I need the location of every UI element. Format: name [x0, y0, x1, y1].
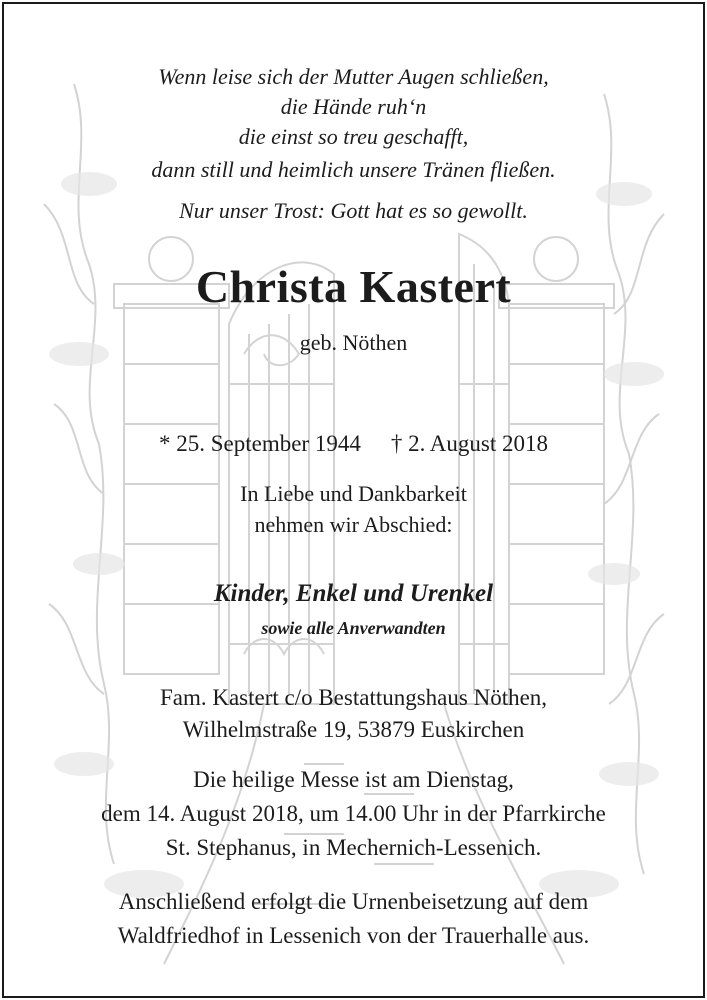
mourners-family: Kinder, Enkel und Urenkel [213, 580, 494, 607]
poem-line-2: die Hände ruh‘n [280, 94, 427, 119]
farewell-line-1: In Liebe und Dankbarkeit [240, 481, 467, 506]
address-line-2: Wilhelmstraße 19, 53879 Euskirchen [182, 717, 525, 742]
address-line-1: Fam. Kastert c/o Bestattungshaus Nöthen, [159, 685, 548, 710]
obituary-text [4, 4, 703, 996]
farewell-line-2: nehmen wir Abschied: [254, 512, 453, 537]
poem-line-5: Nur unser Trost: Gott hat es so gewollt. [179, 198, 528, 223]
life-dates [4, 430, 703, 458]
death-date: † 2. August 2018 [390, 431, 549, 456]
maiden-name: geb. Nöthen [299, 330, 408, 355]
burial-line-2: Waldfriedhof in Lessenich von der Trauerhalle aus. [117, 923, 590, 948]
poem-line-1: Wenn leise sich der Mutter Augen schließen, [158, 64, 549, 89]
mass-line-2: dem 14. August 2018, um 14.00 Uhr in der Pfarrkirche [101, 801, 606, 826]
poem-line-4: dann still und heimlich unsere Tränen fließen. [151, 157, 556, 182]
mass-line-1: Die heilige Messe ist am Dienstag, [193, 767, 514, 792]
obituary-card [2, 2, 705, 998]
burial-line-1: Anschließend erfolgt die Urnenbeisetzung auf dem [118, 889, 589, 914]
deceased-name: Christa Kastert [195, 261, 512, 312]
birth-date: * 25. September 1944 [158, 431, 361, 456]
mass-line-3: St. Stephanus, in Mechernich-Lessenich. [165, 835, 542, 860]
mourners-relatives: sowie alle Anverwandten [261, 618, 446, 638]
poem-line-3: die einst so treu geschafft, [238, 124, 469, 149]
